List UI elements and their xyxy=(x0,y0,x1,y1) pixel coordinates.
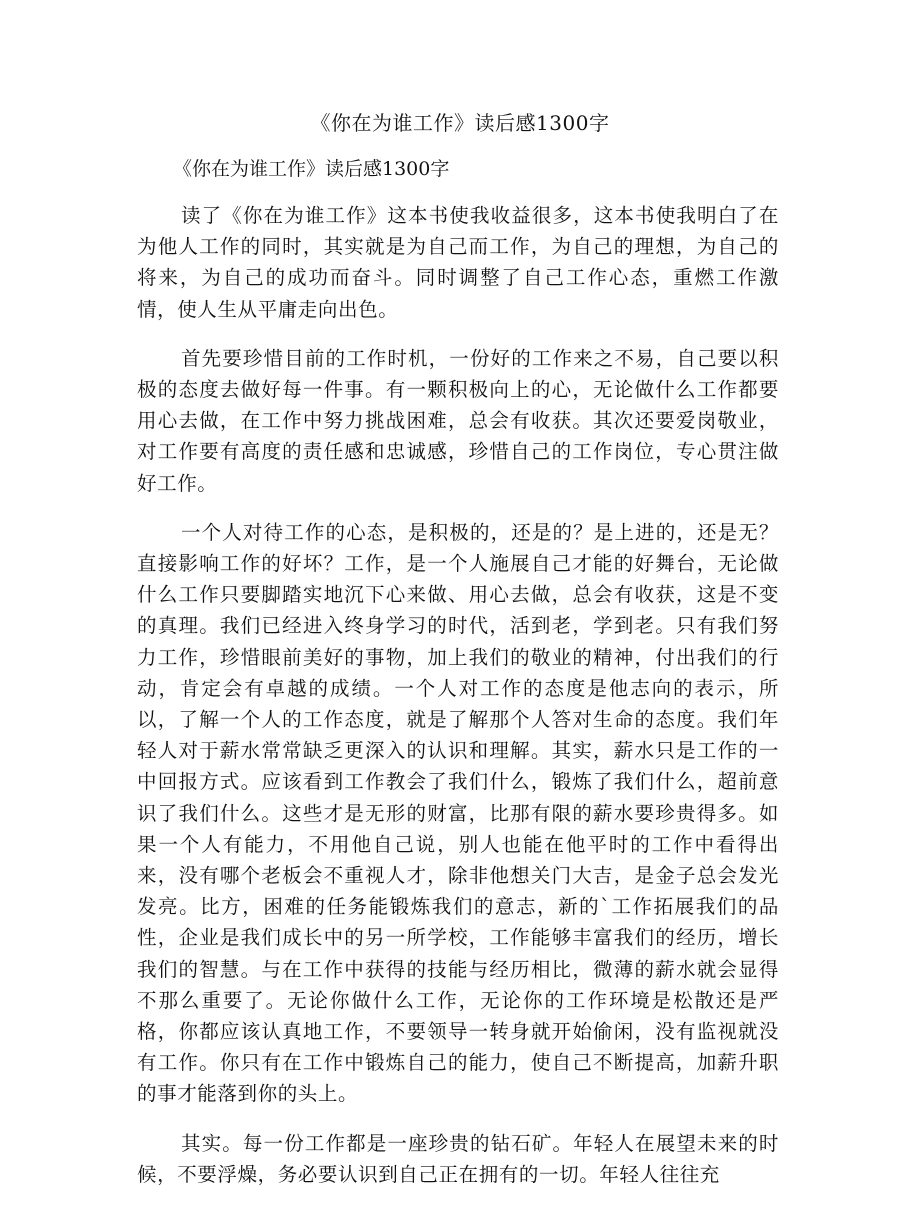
document-subtitle: 《你在为谁工作》读后感1300字 xyxy=(173,158,450,180)
paragraph-3: 一个人对待工作的心态，是积极的，还是的？是上进的，还是无？直接影响工作的好坏？工作，是一个人施展自己才能的好舞台，无论做什么工作只要脚踏实地沉下心来做、用心去做，总会有收获，这是不变的真理。我们已经进入终身学习的时代，活到老，学到老。只有我们努力工作，珍惜眼前美好的事物，加上我们的敬业的精神，付出我们的行动，肯定会有卓越的成绩。一个人对工作的态度是他志向的表示，所以，了解一个人的工作态度，就是了解那个人答对生命的态度。我们年轻人对于薪水常常缺乏更深入的认识和理解。其实，薪水只是工作的一中回报方式。应该看到工作教会了我们什么，锻炼了我们什么，超前意识了我们什么。这些才是无形的财富，比那有限的薪水要珍贵得多。如果一个人有能力，不用他自己说，别人也能在他平时的工作中看得出来，没有哪个老板会不重视人才，除非他想关门大吉，是金子总会发光发亮。比方，困难的任务能锻炼我们的意志，新的`工作拓展我们的品性，企业是我们成长中的另一所学校，工作能够丰富我们的经历，增长我们的智慧。与在工作中获得的技能与经历相比，微薄的薪水就会显得不那么重要了。无论你做什么工作，无论你的工作环境是松散还是严格，你都应该认真地工作，不要领导一转身就开始偷闲，没有监视就没有工作。你只有在工作中锻炼自己的能力，使自己不断提高，加薪升职的事才能落到你的头上。 xyxy=(137,520,779,1106)
paragraph-2: 首先要珍惜目前的工作时机，一份好的工作来之不易，自己要以积极的态度去做好每一件事。有一颗积极向上的心，无论做什么工作都要用心去做，在工作中努力挑战困难，总会有收获。其次还要爱岗敬业，对工作要有高度的责任感和忠诚感，珍惜自己的工作岗位，专心贯注做好工作。 xyxy=(137,346,779,495)
document-title: 《你在为谁工作》读后感1300字 xyxy=(310,111,610,135)
document-body xyxy=(137,200,779,1208)
paragraph-1: 读了《你在为谁工作》这本书使我收益很多，这本书使我明白了在为他人工作的同时，其实就是为自己而工作，为自己的理想，为自己的将来，为自己的成功而奋斗。同时调整了自己工作心态，重燃工作激情，使人生从平庸走向出色。 xyxy=(137,204,779,321)
paragraph-4: 其实。每一份工作都是一座珍贵的钻石矿。年轻人在展望未来的时候，不要浮燥，务必要认识到自己正在拥有的一切。年轻人往往充 xyxy=(137,1131,779,1186)
